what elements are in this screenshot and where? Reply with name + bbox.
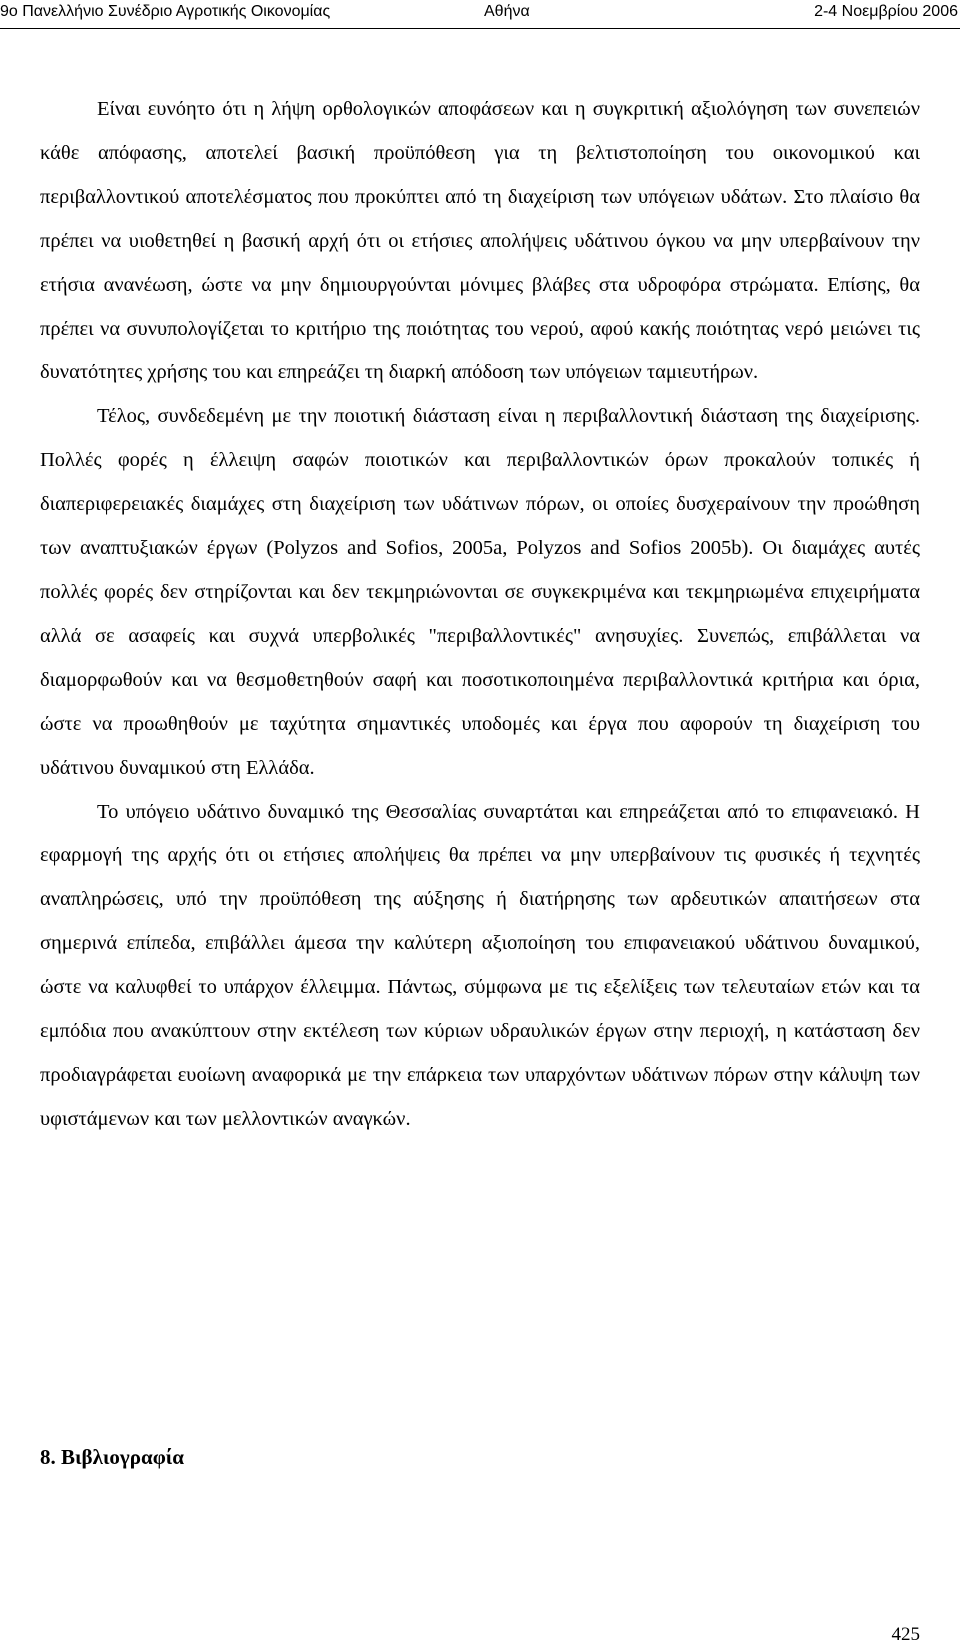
header-dates: 2-4 Νοεμβρίου 2006 [814,3,958,20]
running-header [0,0,960,29]
paragraph-1: Είναι ευνόητο ότι η λήψη ορθολογικών αποφάσεων και η συγκριτική αξιολόγηση των συνεπειών κάθε απόφασης, αποτελεί βασική προϋπόθεση για τη βελτιστοποίηση του οικονομικού και περιβαλλοντικού αποτελέσματος που προκύπτει από τη διαχείριση των υπόγειων υδάτων. Στο πλαίσιο θα πρέπει να υιοθετηθεί η βασική αρχή ότι οι ετήσιες απολήψεις υδάτινου όγκου να μην υπερβαίνουν την ετήσια ανανέωση, ώστε να μην δημιουργούνται μόνιμες βλάβες στα υδροφόρα στρώματα. Επίσης, θα πρέπει να συνυπολογίζεται το κριτήριο της ποιότητας του νερού, αφού κακής ποιότητας νερό μειώνει τις δυνατότητες χρήσης του και επηρεάζει τη διαρκή απόδοση των υπόγειων ταμιευτήρων. [40,98,920,384]
paragraph-2: Τέλος, συνδεδεμένη με την ποιοτική διάσταση είναι η περιβαλλοντική διάσταση της διαχείρισης. Πολλές φορές η έλλειψη σαφών ποιοτικών και περιβαλλοντικών όρων προκαλούν τοπικές ή διαπεριφερειακές διαμάχες στη διαχείριση των υδάτινων πόρων, οι οποίες δυσχεραίνουν την προώθηση των αναπτυξιακών έργων (Polyzos and Sofios, 2005a, Polyzos and Sofios 2005b). Οι διαμάχες αυτές πολλές φορές δεν στηρίζονται και δεν τεκμηριώνονται σε συγκεκριμένα και τεκμηριωμένα επιχειρήματα αλλά σε ασαφείς και συχνά υπερβολικές "περιβαλλοντικές" ανησυχίες. Συνεπώς, επιβάλλεται να διαμορφωθούν και να θεσμοθετηθούν σαφή και ποσοτικοποιημένα περιβαλλοντικά κριτήρια και όρια, ώστε να προωθηθούν με ταχύτητα σημαντικές υποδομές και έργα που αφορούν τη διαχείριση του υδάτινου δυναμικού στη Ελλάδα. [40,405,920,779]
header-city: Αθήνα [484,3,530,20]
page-number: 425 [891,1624,920,1645]
section-title-bibliography: 8. Βιβλιογραφία [40,1445,185,1469]
paragraph-3: Το υπόγειο υδάτινο δυναμικό της Θεσσαλίας συναρτάται και επηρεάζεται από το επιφανειακό. Η εφαρμογή της αρχής ότι οι ετήσιες απολήψεις θα πρέπει να μην υπερβαίνουν τις φυσικές ή τεχνητές αναπληρώσεις, υπό την προϋπόθεση της αύξησης ή διατήρησης των αρδευτικών απαιτήσεων στα σημερινά επίπεδα, επιβάλλει άμεσα την καλύτερη αξιοποίηση του επιφανειακού υδάτινου δυναμικού, ώστε να καλυφθεί το υπάρχον έλλειμμα. Πάντως, σύμφωνα με τις εξελίξεις των τελευταίων ετών και τα εμπόδια που ανακύπτουν στην εκτέλεση των κύριων υδραυλικών έργων στην περιοχή, η κατάσταση δεν προδιαγράφεται ευοίωνη αναφορικά με την επάρκεια των υπαρχόντων υδάτινων πόρων στην κάλυψη των υφιστάμενων και των μελλοντικών αναγκών. [40,800,920,1130]
header-conference-name: 9ο Πανελλήνιο Συνέδριο Αγροτικής Οικονομίας [0,3,331,20]
body-text [40,88,920,1142]
